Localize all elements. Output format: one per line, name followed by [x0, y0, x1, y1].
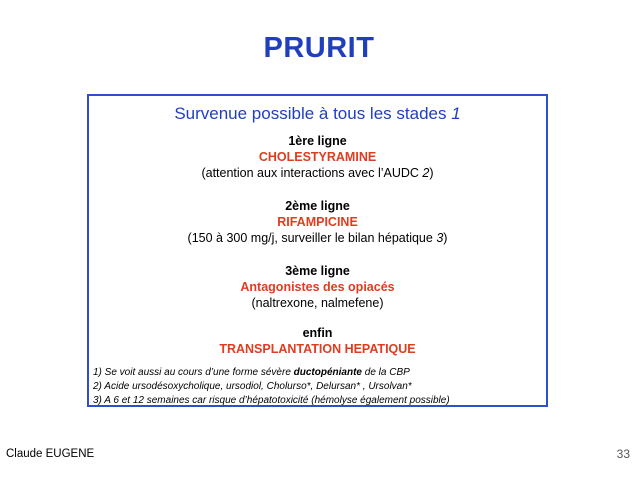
line-4-drug: TRANSPLANTATION HEPATIQUE — [219, 342, 416, 356]
slide-title: PRURIT — [263, 32, 375, 64]
content-box — [87, 94, 548, 407]
line-2-drug: RIFAMPICINE — [277, 215, 358, 229]
line-4-heading: enfin — [302, 326, 333, 340]
line-2-note: (150 à 300 mg/j, surveiller le bilan hépatique 3) — [187, 231, 448, 245]
footnotes — [93, 366, 547, 408]
line-3-heading: 3ème ligne — [285, 264, 350, 278]
line-1-drug: CHOLESTYRAMINE — [258, 150, 377, 164]
footnote-2: 2) Acide ursodésoxycholique, ursodiol, Cholurso*, Delursan* , Ursolvan* — [93, 381, 412, 392]
line-1-heading: 1ère ligne — [288, 134, 347, 148]
footnote-3: 3) A 6 et 12 semaines car risque d’hépatotoxicité (hémolyse également possible) — [93, 395, 450, 406]
page-number: 33 — [616, 447, 630, 461]
box-subtitle: Survenue possible à tous les stades 1 — [174, 104, 461, 123]
line-3-drug: Antagonistes des opiacés — [240, 280, 395, 294]
line-3-note: (naltrexone, nalmefene) — [251, 296, 384, 310]
footnote-1: 1) Se voit aussi au cours d’une forme sévère ductopéniante de la CBP — [93, 367, 410, 378]
line-2-heading: 2ème ligne — [285, 199, 350, 213]
line-1-note: (attention aux interactions avec l’AUDC 2) — [201, 166, 434, 180]
author: Claude EUGENE — [6, 448, 95, 460]
